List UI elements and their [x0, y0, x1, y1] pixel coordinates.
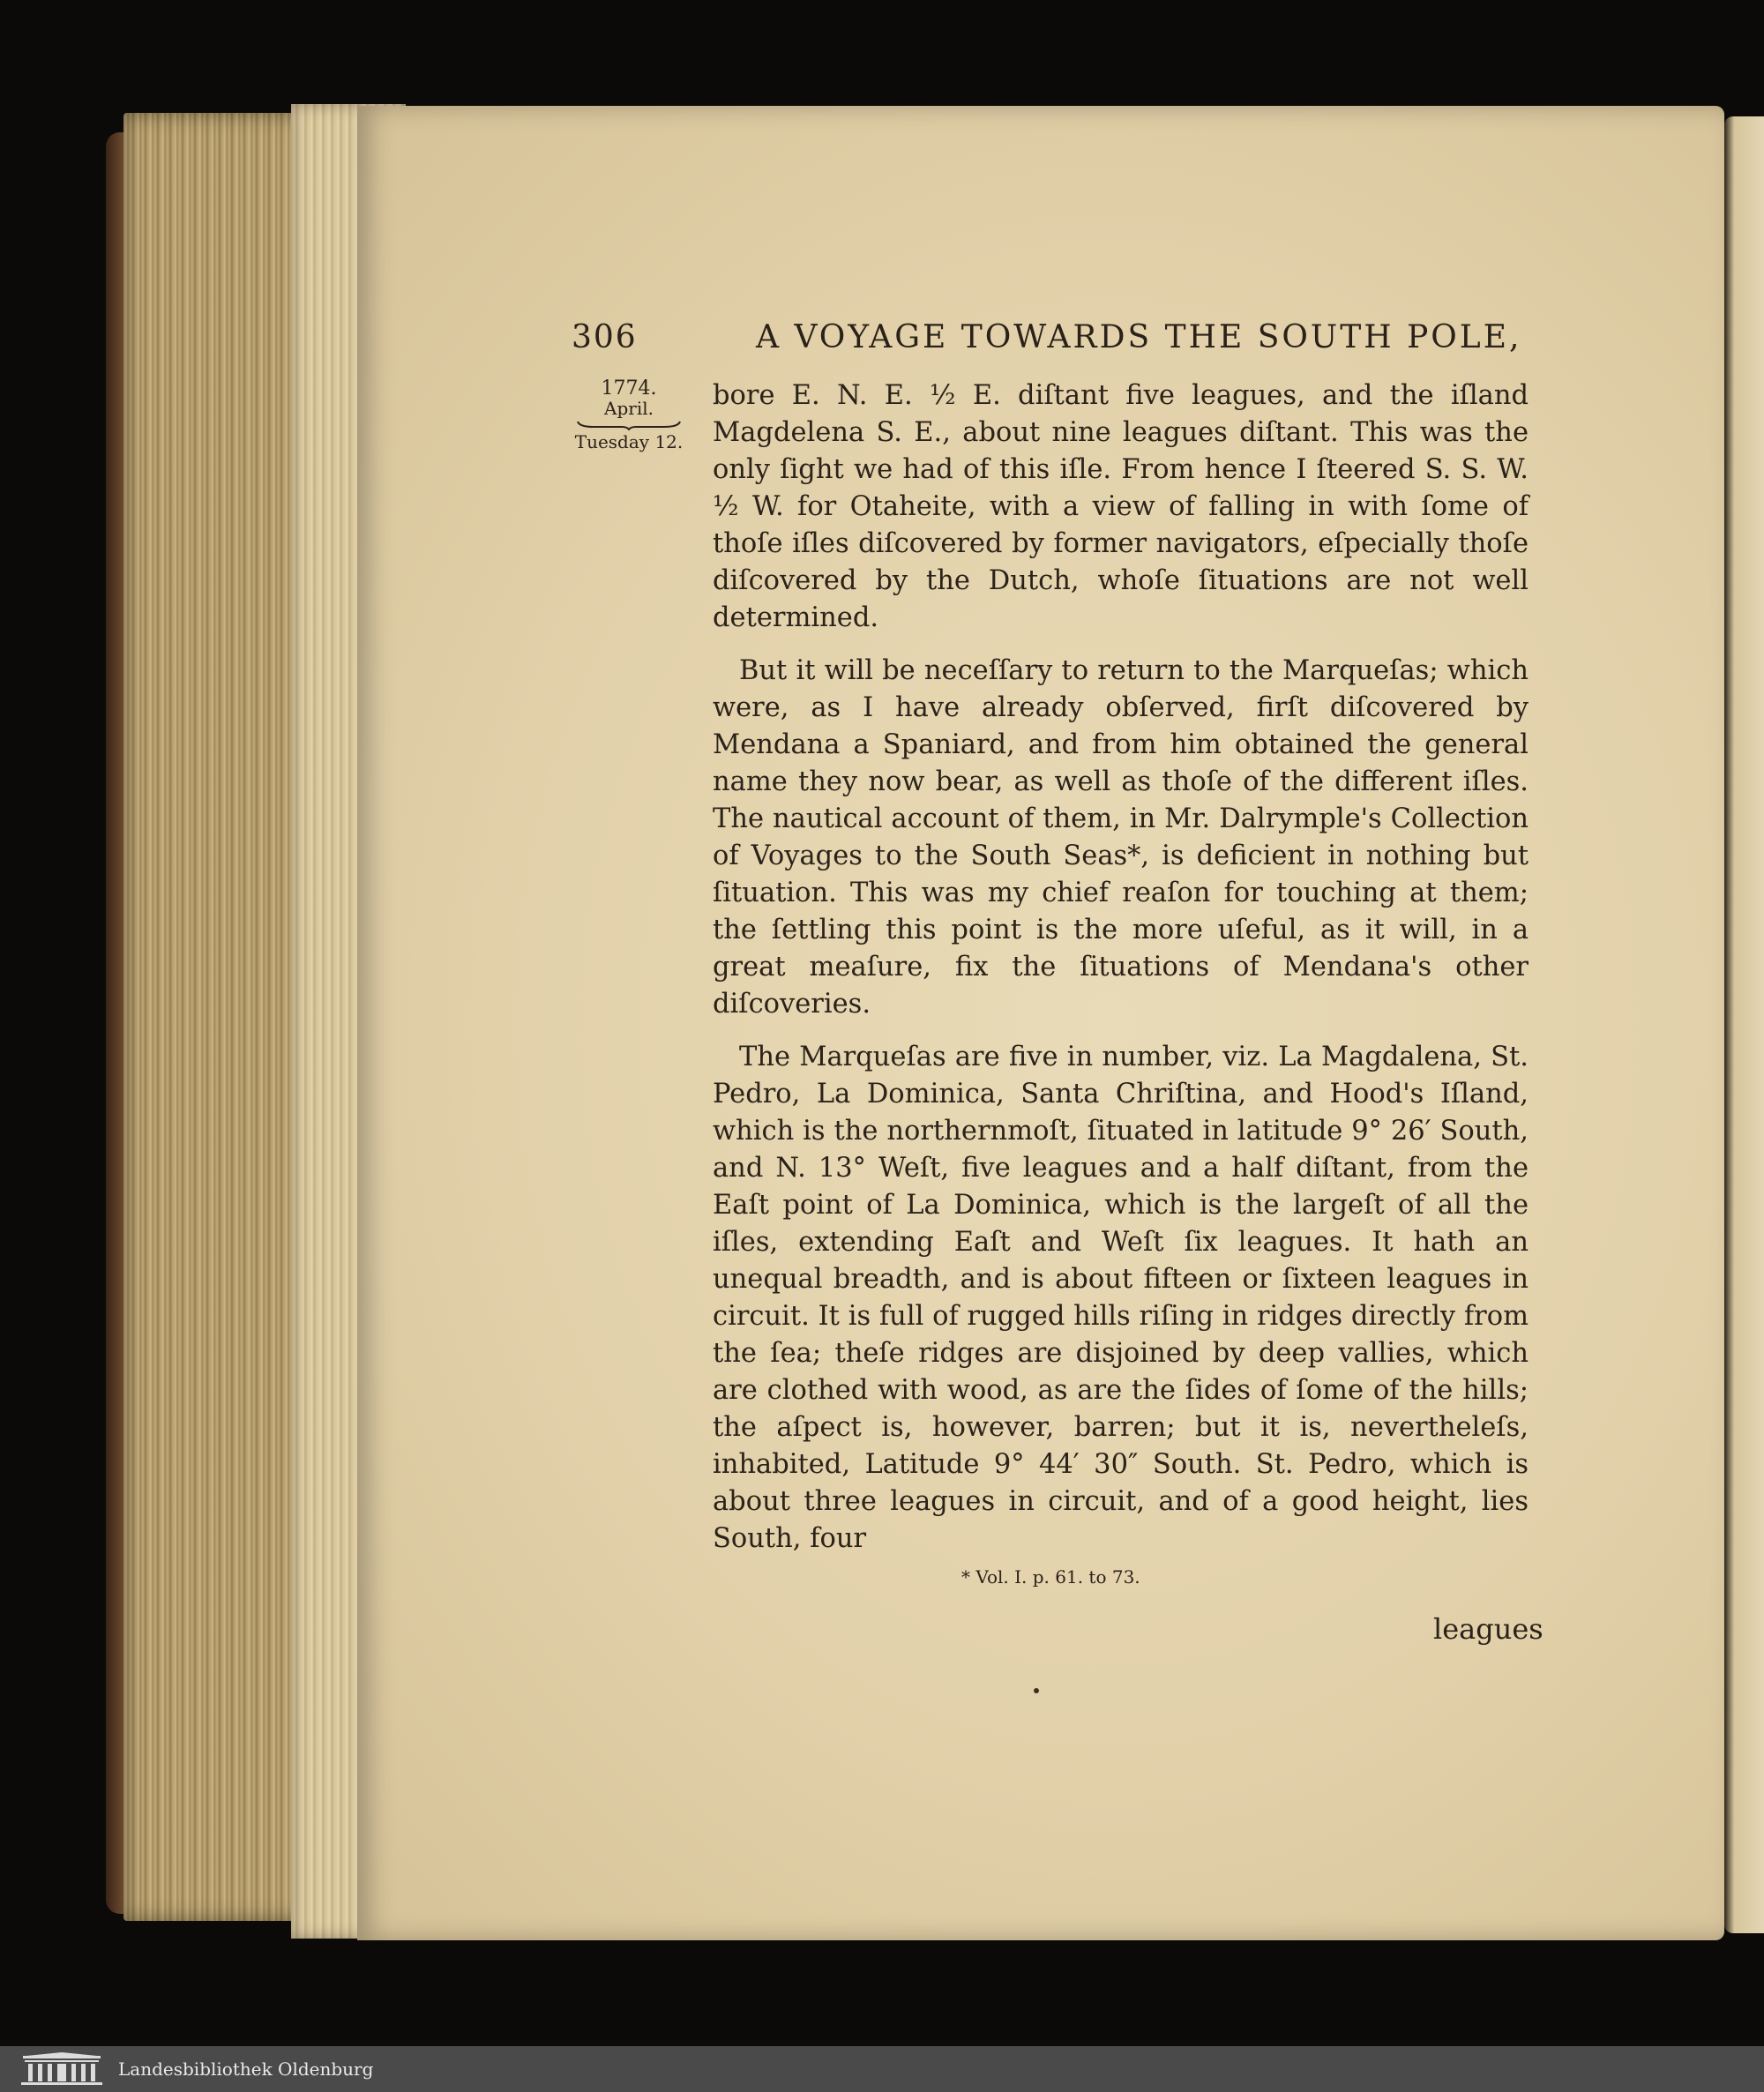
body-text — [713, 377, 1529, 1573]
margin-brace-icon — [576, 420, 682, 430]
margin-year: 1774. — [601, 377, 657, 400]
footnote: * Vol. I. p. 61. to 73. — [961, 1566, 1140, 1588]
library-footer-bar — [0, 2046, 1764, 2092]
margin-day: Tuesday 12. — [574, 431, 684, 452]
running-head: A VOYAGE TOWARDS THE SOUTH POLE, — [756, 319, 1522, 355]
catchword: leagues — [1433, 1612, 1544, 1646]
ink-dot — [1034, 1688, 1039, 1693]
paragraph-2: But it will be neceſſary to return to the Marqueſas; which were, as I have already obſerved, firſt diſcovered by Mendana a Spaniard, and from him obtained the general name they now bear, as well as thoſe of the different iſles. The nautical account of them, in Mr. Dalrymple's Collection of Voyages to the South Seas*, is deficient in nothing but ſituation. This was my chief reaſon for touching at them; the ſettling this point is the more uſeful, as it will, in a great meaſure, fix the ſituations of Mendana's other diſcoveries. — [713, 655, 1529, 1020]
facing-page-edge — [1724, 116, 1764, 1933]
library-building-icon — [18, 2052, 106, 2086]
paragraph-3: The Marqueſas are five in number, viz. La Magdalena, St. Pedro, La Dominica, Santa Chriſtina, and Hood's Iſland, which is the northernmoſt, ſituated in latitude 9° 26′ South, and N. 13° Weſt, five leagues and a half diſtant, from the Eaſt point of La Dominica, which is the largeſt of all the iſles, extending Eaſt and Weſt ſix leagues. It hath an unequal breadth, and is about fifteen or ſixteen leagues in circuit. It is full of rugged hills riſing in ridges directly from the ſea; theſe ridges are disjoined by deep vallies, which are clothed with wood, as are the ſides of ſome of the hills; the aſpect is, however, barren; but it is, nevertheleſs, inhabited, Latitude 9° 44′ 30″ South. St. Pedro, which is about three leagues in circuit, and of a good height, lies South, four — [713, 1042, 1529, 1554]
margin-note — [572, 379, 686, 452]
page-number: 306 — [572, 319, 638, 355]
margin-month: April. — [604, 398, 654, 419]
library-name: Landesbibliothek Oldenburg — [118, 2058, 374, 2080]
paragraph-1: bore E. N. E. ½ E. diſtant five leagues, and the iſland Magdelena S. E., about nine leagues diſtant. This was the only ſight we had of this iſle. From hence I ſteered S. S. W. ½ W. for Otaheite, with a view of falling in with ſome of thoſe iſles diſcovered by former navigators, eſpecially thoſe diſcovered by the Dutch, whoſe ſituations are not well determined. — [713, 380, 1529, 633]
